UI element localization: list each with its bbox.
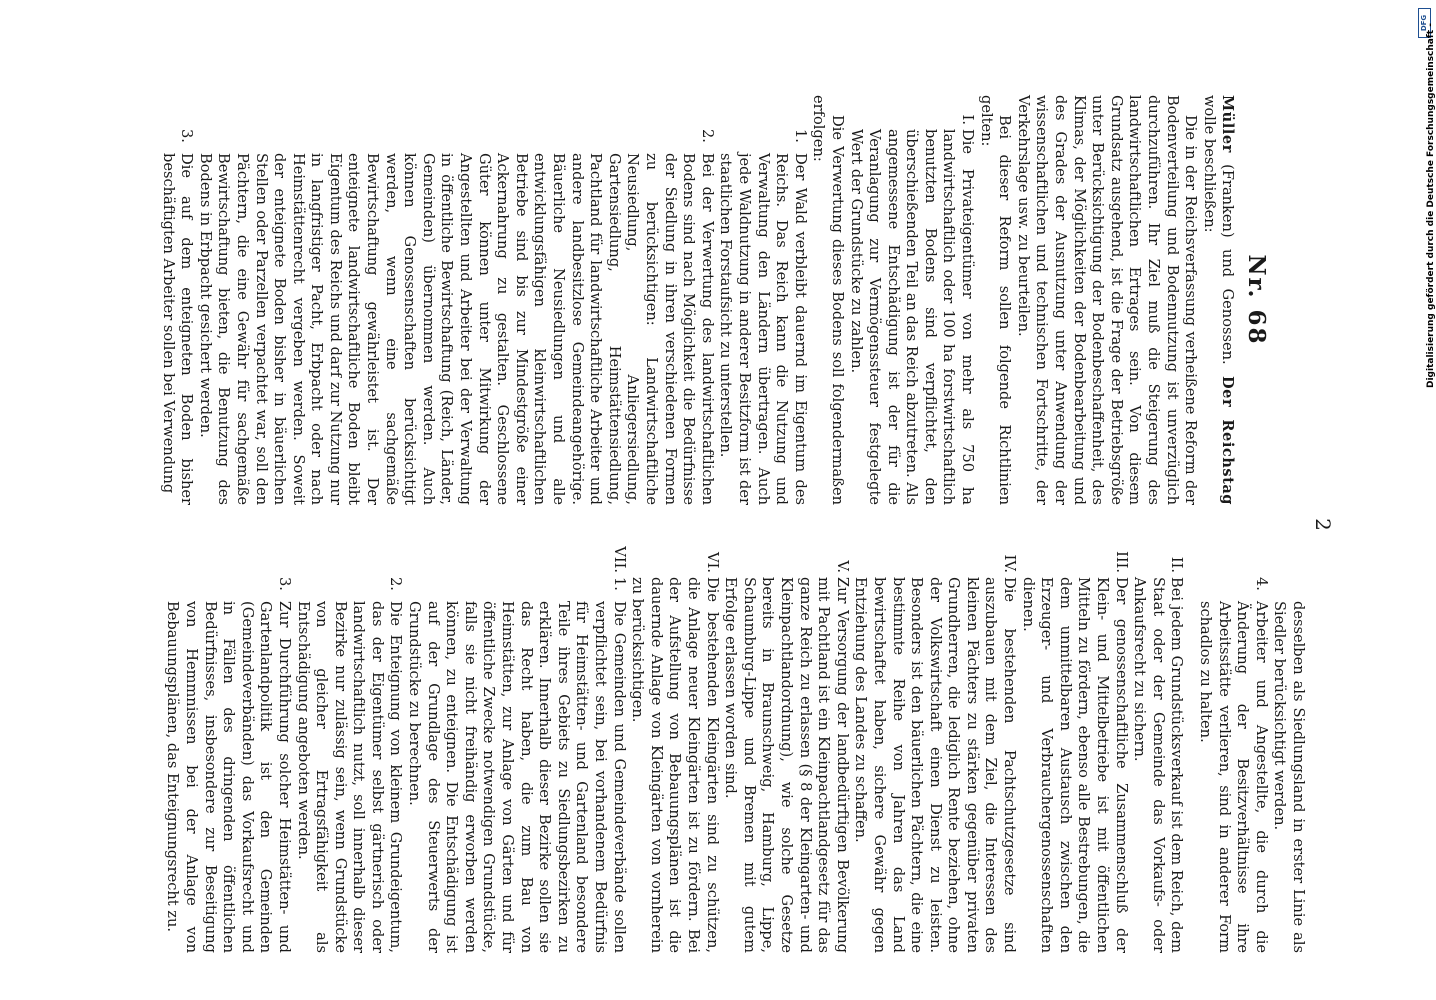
paragraph-guidelines: Bei dieser Reform sollen folgende Richtlinien gelten: xyxy=(977,95,1014,505)
section-V xyxy=(721,543,851,953)
section-I-after: Die Verwertung dieses Bodens soll folgendermaßen erfolgen: xyxy=(810,95,846,505)
section-I xyxy=(846,95,976,505)
item-2-text: Bei der Verwertung des landwirtschaftlichen Bodens sind nach Möglichkeit die Bedürfnisse der Siedlung in ihren verschiedenen Formen zu berücksichtigen: Landwirtschaftliche Neusiedlung, Anliegersiedlung, Gartensiedlung, Heimstättensiedlung, Pachtland für landwirtschaftliche Arbeiter und andere landbesitzlose Gemeindeangehörige. Bäuerliche Neusiedlungen und alle entwicklungsfähigen kleinwirtschaftlichen Betriebe sind bis zur Mindestgröße einer Ackernahrung zu gestalten. Geschlossene Güter können unter Mitwirkung der Angestellten und Arbeiter bei der Verwaltung in öffentliche Bewirtschaftung (Reich, Länder, Gemeinden) übernommen werden. Auch können Genossenschaften berücksichtigt werden, wenn eine sachgemäße Bewirtschaftung gewährleistet ist. Der enteignete landwirtschaftliche Boden bleibt Eigentum des Reichs und darf zur Nutzung nur in langfristiger Pacht, Erbpacht oder nach Heimstättenrecht vergeben werden. Soweit der enteignete Boden bisher in bäuerlichen Stellen oder Parzellen verpachtet war, soll den Pächtern, die eine Gewähr für sachgemäße Bewirtschaftung bieten, die Benutzung des Bodens in Erbpacht gesichert werden. xyxy=(196,153,716,505)
section-VI xyxy=(628,543,721,953)
item-3-number: 3. xyxy=(178,129,196,143)
section-III-number: III. xyxy=(1112,551,1130,573)
section-III xyxy=(1018,543,1130,953)
right-column xyxy=(163,543,1307,953)
section-IV-text: Die bestehenden Pachtschutzgesetze sind auszubauen mit dem Ziel, die Interessen des kleinen Pächters zu stärken gegenüber privaten Grundherren, die lediglich Rente beziehen, ohne der Volkswirtschaft einen Dienst zu leisten. Besonders ist den bäuerlichen Pächtern, die eine bestimmte Reihe von Jahren das Land bewirtschaftet haben, sichere Gewähr gegen Entziehung des Landes zu schaffen. xyxy=(852,577,1019,953)
dfg-logo-text: DFG xyxy=(1420,14,1429,32)
section-V-number: V. xyxy=(833,560,851,573)
section-VII-item-2-text: Die Enteignung von kleinem Grundeigentum, das der Eigentümer selbst gärtnerisch oder landwirtschaftlich nutzt, soll innerhalb dieser Bezirke nur zulässig sein, wenn Grundstücke von gleicher Ertragsfähigkeit als Entschädigung angeboten werden. xyxy=(294,601,405,953)
section-VII-item-3-text: Zur Durchführung solcher Heimstätten- und Gartenlandpolitik ist den Gemeinden (Gemeindeverbänden) das Vorkaufsrecht und in Fällen des dringenden öffentlichen Bedürfnisses, insbesondere zur Beseitigung von Hemmnissen bei der Anlage von Bebauungsplänen, das Enteignungsrecht zu. xyxy=(164,601,293,953)
document-page xyxy=(35,75,1335,975)
section-V-text: Zur Versorgung der landbedürftigen Bevölkerung mit Pachtland ist ein Kleinpachtlandgesetz für das ganze Reich zu erlassen (§ 8 der Kleingarten- und Kleinpachtlandordnung), wie solche Gesetze bereits in Braunschweig, Hamburg, Lippe, Schaumburg-Lippe und Bremen mit gutem Erfolge erlassen worden sind. xyxy=(722,577,851,953)
section-IV xyxy=(851,543,1018,953)
section-VII-item-1-number: 1. xyxy=(610,577,628,591)
item-3 xyxy=(158,95,195,505)
section-VII-item-2-number: 2. xyxy=(387,577,405,591)
section-I-number: I. xyxy=(959,114,977,125)
section-II xyxy=(1130,543,1186,953)
section-IV-number: IV. xyxy=(1001,554,1019,573)
item-3-text: Die auf dem enteigneten Boden bisher beschäftigten Arbeiter sollen bei Verwendung xyxy=(159,153,196,505)
section-VI-text: Die bestehenden Kleingärten sind zu schützen, die Anlage neuer Kleingärten ist zu fördern. Bei der Aufstellung von Bebauungsplänen ist die dauernde Anlage von Kleingärten von vornherein zu berücksichtigen. xyxy=(629,577,721,953)
item-1 xyxy=(716,95,809,505)
section-VII-number: VII. xyxy=(610,546,628,573)
item-3-continued xyxy=(1270,543,1307,953)
item-1-number: 1. xyxy=(791,129,809,143)
item-4-text: Arbeiter und Angestellte, die durch die Änderung der Besitzverhältnisse ihre Arbeitsstätte verlieren, sind in anderer Form schadlos zu halten. xyxy=(1197,601,1270,953)
paragraph-reform: Die in der Reichsverfassung verheißene Reform der Bodenverteilung und Bodennutzung ist unverzüglich durchzuführen. Ihr Ziel muß die Steigerung des landwirtschaftlichen Ertrages sein. Von diesem Grundsatz ausgehend, ist die Frage der Betriebsgröße unter Berücksichtigung der Bodenbeschaffenheit, des Klimas, der Möglichkeiten der Bodenbearbeitung und des Grades der Ausnutzung unter Anwendung der wissenschaftlichen und technischen Fortschritte, der Verkehrslage usw. zu beurteilen. xyxy=(1014,95,1200,505)
digitization-credit xyxy=(1412,8,1436,992)
document-title: Nr. 68 xyxy=(1243,254,1270,346)
section-VII-item-3 xyxy=(163,543,293,953)
section-VII-item-1 xyxy=(405,543,628,953)
item-2 xyxy=(195,95,716,505)
section-VII-item-3-number: 3. xyxy=(275,577,293,591)
item-4-number: 4. xyxy=(1252,577,1270,591)
author-name: Müller xyxy=(1219,95,1237,153)
section-VII-item-2 xyxy=(293,543,405,953)
spacer xyxy=(1185,543,1195,953)
section-VII-item-1-text: Die Gemeinden und Gemeindeverbände sollen verpflichtet sein, bei vorhandenem Bedürfnis für Heimstätten- und Gartenland besondere Teile ihres Gebiets zu Siedlungsbezirken zu erklären. Innerhalb dieser Bezirke sollen sie das Recht haben, die zum Bau von Heimstätten, zur Anlage von Gärten und für öffentliche Zwecke notwendigen Grundstücke, falls sie nicht freihändig erworben werden können, zu enteignen. Die Entschädigung ist auf der Grundlage des Steuerwerts der Grundstücke zu berechnen. xyxy=(406,601,628,953)
section-II-text: Bei jedem Grundstücksverkauf ist dem Reich, dem Staat oder der Gemeinde das Vorkaufs- oder Ankaufsrecht zu sichern. xyxy=(1131,577,1186,953)
item-1-text: Der Wald verbleibt dauernd im Eigentum des Reichs. Das Reich kann die Nutzung und Verwaltung den Ländern übertragen. Auch jede Waldnutzung in anderer Besitzform ist der staatlichen Forstaufsicht zu unterstellen. xyxy=(717,153,809,505)
digitization-credit-text: Digitalisierung gefördert durch die Deutsche Forschungsgemeinschaft - xyxy=(1426,23,1436,388)
left-column xyxy=(158,95,1270,505)
author-suffix: (Franken) und Genossen. xyxy=(1219,152,1237,376)
section-III-text: Der genossenschaftliche Zusammenschluß der Klein- und Mittelbetriebe ist mit öffentlichen Mitteln zu fördern, ebenso alle Bestrebungen, die dem unmittelbaren Austausch zwischen den Erzeuger- und Verbrauchergenossenschaften dienen. xyxy=(1019,577,1130,953)
item-3-continued-text: desselben als Siedlungsland in erster Linie als Siedler berücksichtigt werden. xyxy=(1271,601,1307,953)
item-4 xyxy=(1195,543,1269,953)
motion-intro xyxy=(1199,95,1236,505)
motion-verb: wolle beschließen: xyxy=(1200,95,1218,233)
section-I-text: Die Privateigentümer von mehr als 750 ha landwirtschaftlich oder 100 ha forstwirtschaftlich benutzten Bodens sind verpflichtet, den überschießenden Teil an das Reich abzutreten. Als angemessene Entschädigung ist der für die Veranlagung zur Vermögenssteuer festgelegte Wert der Grundstücke zu zahlen. xyxy=(847,129,977,505)
item-2-number: 2. xyxy=(698,129,716,143)
page-number: 2 xyxy=(1311,518,1335,532)
section-II-number: II. xyxy=(1168,556,1186,573)
parliament-name: Der Reichstag xyxy=(1219,376,1237,505)
section-VI-number: VI. xyxy=(703,552,721,573)
